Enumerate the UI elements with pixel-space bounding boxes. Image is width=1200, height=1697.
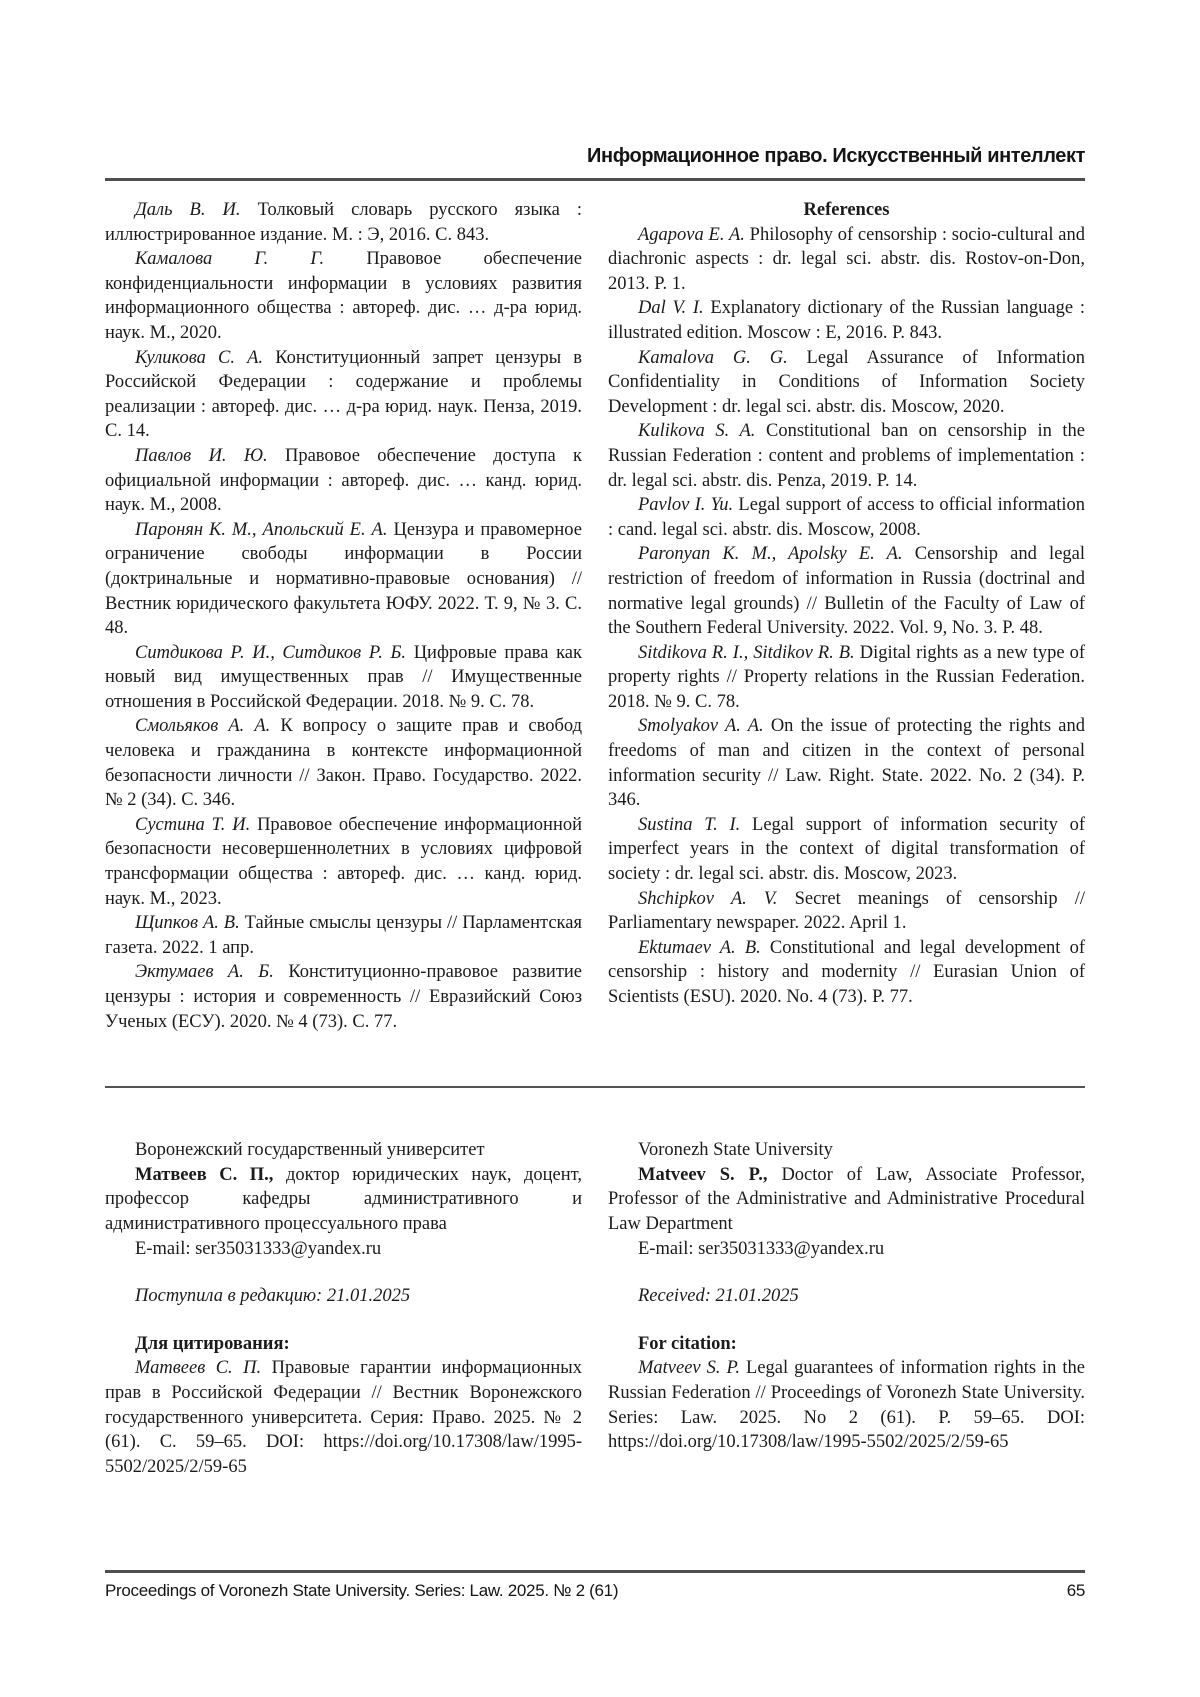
- reference-text: К вопросу о защите прав и свобод человека и гражданина в контексте информационной безопасности личности // Закон. Право. Государство. 2022. № 2 (34). С. 346.: [105, 716, 582, 811]
- author-details-en: [608, 1163, 1085, 1237]
- reference-entry: [105, 641, 582, 715]
- reference-text: Legal support of information security of imperfect years in the context of digital transformation of society : dr. legal sci. abstr. dis. Moscow, 2023.: [608, 814, 1086, 885]
- reference-authors: Куликова С. А.: [135, 347, 264, 368]
- author-name-en: Matveev S. P.,: [638, 1164, 768, 1185]
- reference-entry: [608, 419, 1085, 493]
- author-degree-en: Doctor of Law, Associate Professor, Professor of the Administrative and Administrative Procedural Law Department: [608, 1164, 1086, 1234]
- journal-title: Proceedings of Voronezh State University. Series: Law. 2025. № 2 (61): [105, 1581, 619, 1600]
- reference-entry: [105, 714, 582, 812]
- reference-text: Правовое обеспечение информационной безопасности несовершеннолетних в условиях цифровой трансформации общества : автореф. дис. … канд. юрид. наук. М., 2023.: [105, 814, 582, 909]
- received-date-en: Received: 21.01.2025: [638, 1286, 799, 1307]
- citation-text-ru: [105, 1356, 582, 1479]
- citation-body-ru: Правовые гарантии информационных прав в Российской Федерации // Вестник Воронежского государственного университета. Серия: Право. 2025. № 2 (61). С. 59–65. DOI: https://doi.org/10.17308/law/1995-5502/2025/2/59-65: [105, 1358, 582, 1477]
- citation-body-en: Legal guarantees of information rights in the Russian Federation // Proceedings of Voronezh State University. Series: Law. 2025. No 2 (61). P. 59–65. DOI: https://doi.org/10.17308/law/1995-5502/2025/2/59-65: [608, 1358, 1086, 1453]
- reference-text: Secret meanings of censorship // Parliamentary newspaper. 2022. April 1.: [608, 888, 1086, 934]
- author-email-en: E-mail: ser35031333@yandex.ru: [638, 1238, 885, 1259]
- reference-authors: Ситдикова Р. И., Ситдиков Р. Б.: [135, 642, 407, 663]
- reference-entry: [608, 493, 1085, 542]
- author-degree-ru: доктор юридических наук, доцент, профессор кафедры административного и административного процессуального права: [105, 1164, 582, 1234]
- footer: [105, 1570, 1085, 1601]
- reference-text: Толковый словарь русского языка : иллюстрированное издание. М. : Э, 2016. С. 843.: [105, 200, 582, 245]
- reference-entry: [105, 911, 582, 960]
- reference-authors: Paronyan K. M., Apolsky E. A.: [638, 544, 903, 565]
- reference-entry: [608, 296, 1085, 345]
- reference-entry: [608, 714, 1085, 812]
- reference-entry: [608, 542, 1085, 640]
- section-running-head: Информационное право. Искусственный интеллект: [587, 145, 1085, 167]
- reference-entry: [608, 813, 1085, 887]
- author-info-ru: [105, 1138, 582, 1479]
- received-date-ru: Поступила в редакцию: 21.01.2025: [135, 1286, 411, 1307]
- reference-authors: Sustina T. I.: [638, 814, 741, 835]
- page-number: 65: [1066, 1581, 1085, 1600]
- reference-text: Constitutional and legal development of censorship : history and modernity // Eurasian Union of Scientists (ESU). 2020. No. 4 (73). P. 77.: [608, 937, 1086, 1007]
- reference-authors: Эктумаев А. Б.: [135, 962, 274, 983]
- affiliation-ru: Воронежский государственный университет: [135, 1140, 485, 1161]
- affiliation-en: Voronezh State University: [638, 1140, 833, 1161]
- reference-authors: Павлов И. Ю.: [135, 445, 268, 466]
- reference-text: Правовое обеспечение конфиденциальности информации в условиях развития информационного общества : автореф. дис. … д-ра юрид. наук. М., 2020.: [105, 249, 582, 343]
- reference-authors: Сустина Т. И.: [135, 814, 251, 835]
- author-name-ru: Матвеев С. П.,: [135, 1164, 274, 1185]
- reference-text: Цифровые права как новый вид имущественных прав // Имущественные отношения в Российской Федерации. 2018. № 9. С. 78.: [105, 642, 583, 712]
- reference-text: Цензура и правомерное ограничение свободы информации в России (доктринальные и нормативно-правовые основания) // Вестник юридического факультета ЮФУ. 2022. Т. 9, № 3. С. 48.: [105, 519, 582, 639]
- reference-entry: [608, 936, 1085, 1010]
- reference-authors: Kulikova S. A.: [638, 421, 756, 442]
- reference-text: Digital rights as a new type of property rights // Property relations in the Russian Federation. 2018. № 9. C. 78.: [608, 642, 1085, 712]
- author-info-en: [608, 1138, 1085, 1479]
- reference-text: Legal Assurance of Information Confidentiality in Conditions of Information Society Development : dr. legal sci. abstr. dis. Moscow, 2020.: [608, 347, 1085, 417]
- reference-entry: [105, 960, 582, 1034]
- reference-authors: Dal V. I.: [638, 298, 704, 319]
- reference-entry: [105, 813, 582, 911]
- reference-authors: Камалова Г. Г.: [135, 249, 325, 270]
- references-en-list: [608, 223, 1085, 1010]
- reference-entry: [105, 198, 582, 247]
- reference-text: Censorship and legal restriction of freedom of information in Russia (doctrinal and normative legal grounds) // Bulletin of the Faculty of Law of the Southern Federal University. 2022. Vol. 9, No. 3. P. 48.: [608, 544, 1086, 639]
- reference-authors: Pavlov I. Yu.: [638, 495, 734, 516]
- reference-text: On the issue of protecting the rights and freedoms of man and citizen in the context of personal information security // Law. Right. State. 2022. No. 2 (34). P. 346.: [608, 716, 1086, 811]
- reference-entry: [608, 641, 1085, 715]
- reference-entry: [608, 346, 1085, 420]
- reference-entry: [608, 887, 1085, 936]
- reference-authors: Agapova E. A.: [638, 224, 745, 245]
- references-en-column: [608, 198, 1085, 1034]
- reference-text: Тайные смыслы цензуры // Парламентская газета. 2022. 1 апр.: [105, 913, 582, 958]
- reference-authors: Sitdikova R. I., Sitdikov R. B.: [638, 642, 855, 663]
- references-heading: References: [803, 200, 890, 220]
- reference-text: Правовое обеспечение доступа к официальной информации : автореф. дис. … канд. юрид. наук. М., 2008.: [105, 445, 583, 516]
- references-section: [105, 198, 1085, 1034]
- reference-text: Constitutional ban on censorship in the Russian Federation : content and problems of implementation : dr. legal sci. abstr. dis. Penza, 2019. P. 14.: [608, 421, 1085, 491]
- reference-authors: Smolyakov A. A.: [638, 716, 764, 737]
- author-details-ru: [105, 1163, 582, 1237]
- header-rule: [105, 178, 1085, 181]
- citation-heading-en: For citation:: [638, 1333, 737, 1354]
- reference-entry: [105, 247, 582, 345]
- reference-authors: Паронян К. М., Апольский Е. А.: [135, 519, 388, 540]
- author-info-section: [105, 1138, 1085, 1479]
- references-ru-column: [105, 198, 582, 1034]
- reference-text: Legal support of access to official information : cand. legal sci. abstr. dis. Moscow, 2008.: [608, 495, 1085, 540]
- reference-text: Конституционно-правовое развитие цензуры : история и современность // Евразийский Союз Ученых (ЕСУ). 2020. № 4 (73). С. 77.: [105, 962, 583, 1032]
- citation-heading-ru: Для цитирования:: [135, 1333, 290, 1354]
- reference-authors: Даль В. И.: [135, 200, 241, 220]
- reference-authors: Ektumaev A. B.: [638, 937, 761, 958]
- reference-text: Philosophy of censorship : socio-cultural and diachronic aspects : dr. legal sci. abstr. dis. Rostov-on-Don, 2013. P. 1.: [608, 224, 1086, 294]
- reference-entry: [105, 444, 582, 518]
- author-email-ru: E-mail: ser35031333@yandex.ru: [135, 1238, 382, 1259]
- reference-entry: [105, 518, 582, 641]
- reference-authors: Смольяков А. А.: [135, 716, 271, 737]
- reference-text: Explanatory dictionary of the Russian language : illustrated edition. Moscow : E, 2016. P. 843.: [608, 298, 1086, 343]
- reference-authors: Kamalova G. G.: [638, 347, 788, 368]
- reference-entry: [105, 346, 582, 444]
- reference-text: Конституционный запрет цензуры в Российской Федерации : содержание и проблемы реализации : автореф. дис. … д-ра юрид. наук. Пенза, 2019. С. 14.: [105, 347, 583, 442]
- citation-text-en: [608, 1356, 1085, 1454]
- reference-authors: Shchipkov A. V.: [638, 888, 778, 909]
- section-divider: [105, 1086, 1085, 1088]
- reference-authors: Щипков А. В.: [135, 913, 240, 934]
- citation-authors-en: Matveev S. P.: [638, 1358, 741, 1379]
- reference-entry: [608, 223, 1085, 297]
- citation-authors-ru: Матвеев С. П.: [135, 1358, 262, 1379]
